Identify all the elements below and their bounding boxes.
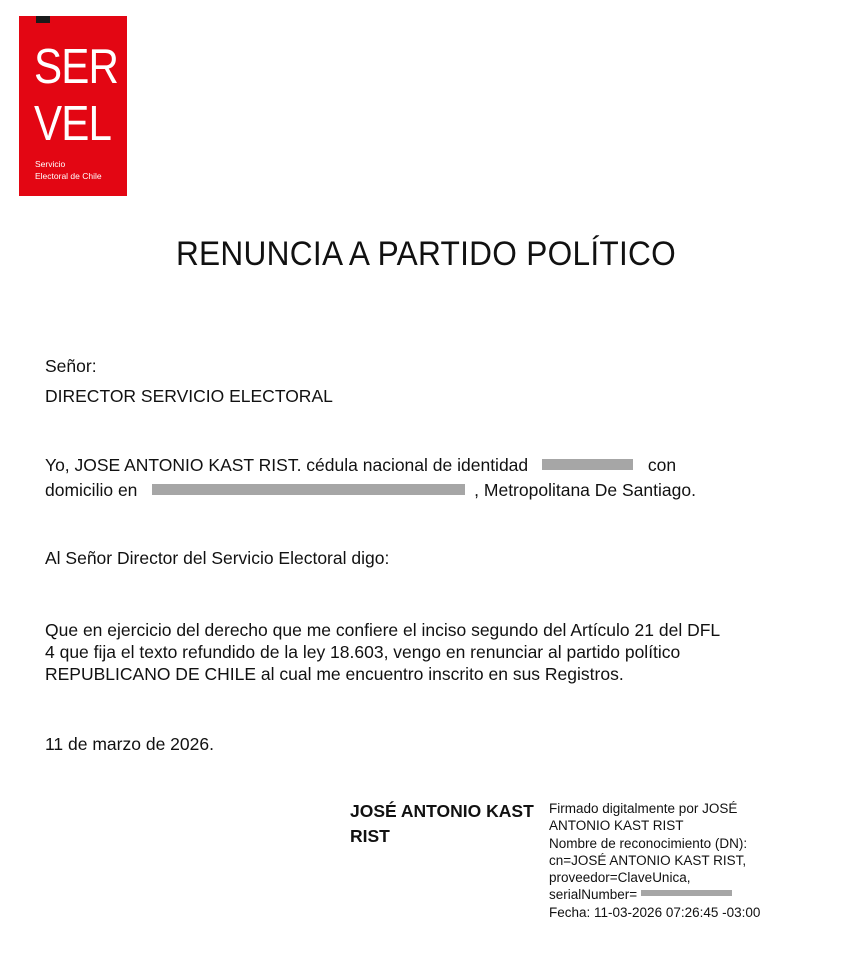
declaration-con: con xyxy=(647,455,677,475)
serial-number-label: serialNumber= xyxy=(549,887,638,903)
signature-line-6 xyxy=(549,886,849,903)
addressee: DIRECTOR SERVICIO ELECTORAL xyxy=(45,386,333,406)
logo-notch xyxy=(36,16,50,23)
signature-line-4: cn=JOSÉ ANTONIO KAST RIST, xyxy=(549,852,747,868)
declaration-text: Yo, JOSE ANTONIO KAST RIST. cédula nacional de identidad xyxy=(45,455,529,475)
body-line-1: Que en ejercicio del derecho que me confiere el inciso segundo del Artículo 21 del DFL xyxy=(45,620,721,640)
redacted-id-number xyxy=(542,459,633,470)
logo-subtitle-1: Servicio xyxy=(35,159,66,169)
redacted-address xyxy=(152,484,465,495)
signer-name-line-1: JOSÉ ANTONIO KAST xyxy=(350,801,534,821)
signature-line-3: Nombre de reconocimiento (DN): xyxy=(549,835,748,851)
logo-word-vel: VEL xyxy=(34,97,112,151)
digital-signature-block xyxy=(549,800,849,921)
salutation: Señor: xyxy=(45,356,97,376)
signature-line-7: Fecha: 11-03-2026 07:26:45 -03:00 xyxy=(549,904,761,920)
signature-line-1: Firmado digitalmente por JOSÉ xyxy=(549,801,738,816)
body-line-3: REPUBLICANO DE CHILE al cual me encuentro inscrito en sus Registros. xyxy=(45,664,624,684)
declaration-region: , Metropolitana De Santiago. xyxy=(474,480,696,500)
intro-line: Al Señor Director del Servicio Electoral digo: xyxy=(45,548,390,568)
servel-logo xyxy=(19,16,127,196)
signer-name xyxy=(350,799,534,849)
redacted-serial-number xyxy=(641,890,732,896)
declaration-domicilio: domicilio en xyxy=(45,480,138,500)
document-title: RENUNCIA A PARTIDO POLÍTICO xyxy=(175,235,677,273)
logo-word-ser: SER xyxy=(34,40,119,94)
declaration-line-1 xyxy=(45,453,676,477)
declaration-line-2 xyxy=(45,478,696,502)
document-date: 11 de marzo de 2026. xyxy=(45,734,214,754)
logo-subtitle-2: Electoral de Chile xyxy=(35,171,102,181)
body-line-2: 4 que fija el texto refundido de la ley 18.603, vengo en renunciar al partido político xyxy=(45,642,681,662)
signer-name-line-2: RIST xyxy=(350,826,390,846)
signature-line-2: ANTONIO KAST RIST xyxy=(549,818,684,834)
signature-line-5: proveedor=ClaveUnica, xyxy=(549,870,691,886)
